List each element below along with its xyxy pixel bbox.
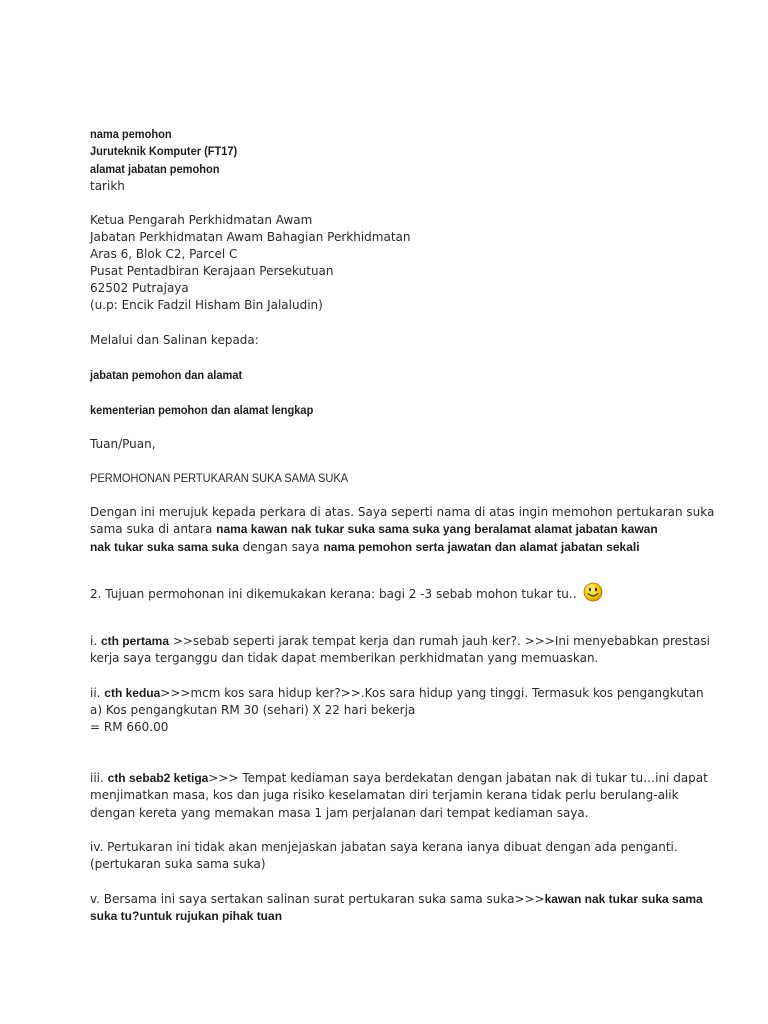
point-i-line-1: i. cth pertama >>sebab seperti jarak tempat kerja dan rumah jauh ker?. >>>Ini menyebabkan prestasi [90,634,710,648]
applicant-post: Juruteknik Komputer (FT17) [90,144,238,158]
point-iii-line-1: iii. cth sebab2 ketiga>>> Tempat kediaman saya berdekatan dengan jabatan nak di tukar tu…ini dapat [90,771,708,785]
intro-line-3: nak tukar suka sama suka dengan saya nama pemohon serta jawatan dan alamat jabatan sekali [90,540,640,554]
point-ii-line-3: = RM 660.00 [90,720,169,734]
via-label: Melalui dan Salinan kepada: [90,333,259,347]
via-dept: jabatan pemohon dan alamat [90,368,243,382]
letter-date: tarikh [90,179,125,193]
point-v-line-1: v. Bersama ini saya sertakan salinan surat pertukaran suka sama suka>>>kawan nak tukar suka sama [90,892,703,906]
point-ii-line-1: ii. cth kedua>>>mcm kos sara hidup ker?>>.Kos sara hidup yang tinggi. Termasuk kos pengangkutan [90,686,704,700]
recipient-line-5: 62502 Putrajaya [90,281,189,295]
recipient-line-4: Pusat Pentadbiran Kerajaan Persekutuan [90,264,334,278]
recipient-line-3: Aras 6, Blok C2, Parcel C [90,247,238,261]
point-i-line-2: kerja saya terganggu dan tidak dapat memberikan perkhidmatan yang memuaskan. [90,651,599,665]
point-iii-line-2: menjimatkan masa, kos dan juga risiko keselamatan diri terjamin kerana tidak perlu berulang-alik [90,788,679,802]
via-ministry: kementerian pemohon dan alamat lengkap [90,403,314,417]
recipient-line-6: (u.p: Encik Fadzil Hisham Bin Jalaludin) [90,298,323,312]
point-iv-line-2: (pertukaran suka sama suka) [90,857,266,871]
applicant-name: nama pemohon [90,127,172,141]
point-iii-line-3: dengan kereta yang memakan masa 1 jam perjalanan dari tempat kediaman saya. [90,806,589,820]
point-v-line-2: suka tu?untuk rujukan pihak tuan [90,909,283,923]
point-2: 2. Tujuan permohonan ini dikemukakan kerana: bagi 2 -3 sebab mohon tukar tu.. [90,582,603,607]
recipient-line-2: Jabatan Perkhidmatan Awam Bahagian Perkhidmatan [90,230,411,244]
point-iv-line-1: iv. Pertukaran ini tidak akan menjejaskan jabatan saya kerana ianya dibuat dengan ada penganti. [90,840,678,854]
letter-subject: PERMOHONAN PERTUKARAN SUKA SAMA SUKA [90,471,349,485]
intro-line-1: Dengan ini merujuk kepada perkara di atas. Saya seperti nama di atas ingin memohon pertukaran suka [90,505,715,519]
smiley-face-icon [583,582,603,607]
salutation: Tuan/Puan, [90,437,156,451]
recipient-line-1: Ketua Pengarah Perkhidmatan Awam [90,213,313,227]
point-ii-line-2: a) Kos pengangkutan RM 30 (sehari) X 22 hari bekerja [90,703,416,717]
applicant-dept-address: alamat jabatan pemohon [90,162,220,176]
intro-line-2: sama suka di antara nama kawan nak tukar suka sama suka yang beralamat alamat jabatan kawan [90,522,658,536]
